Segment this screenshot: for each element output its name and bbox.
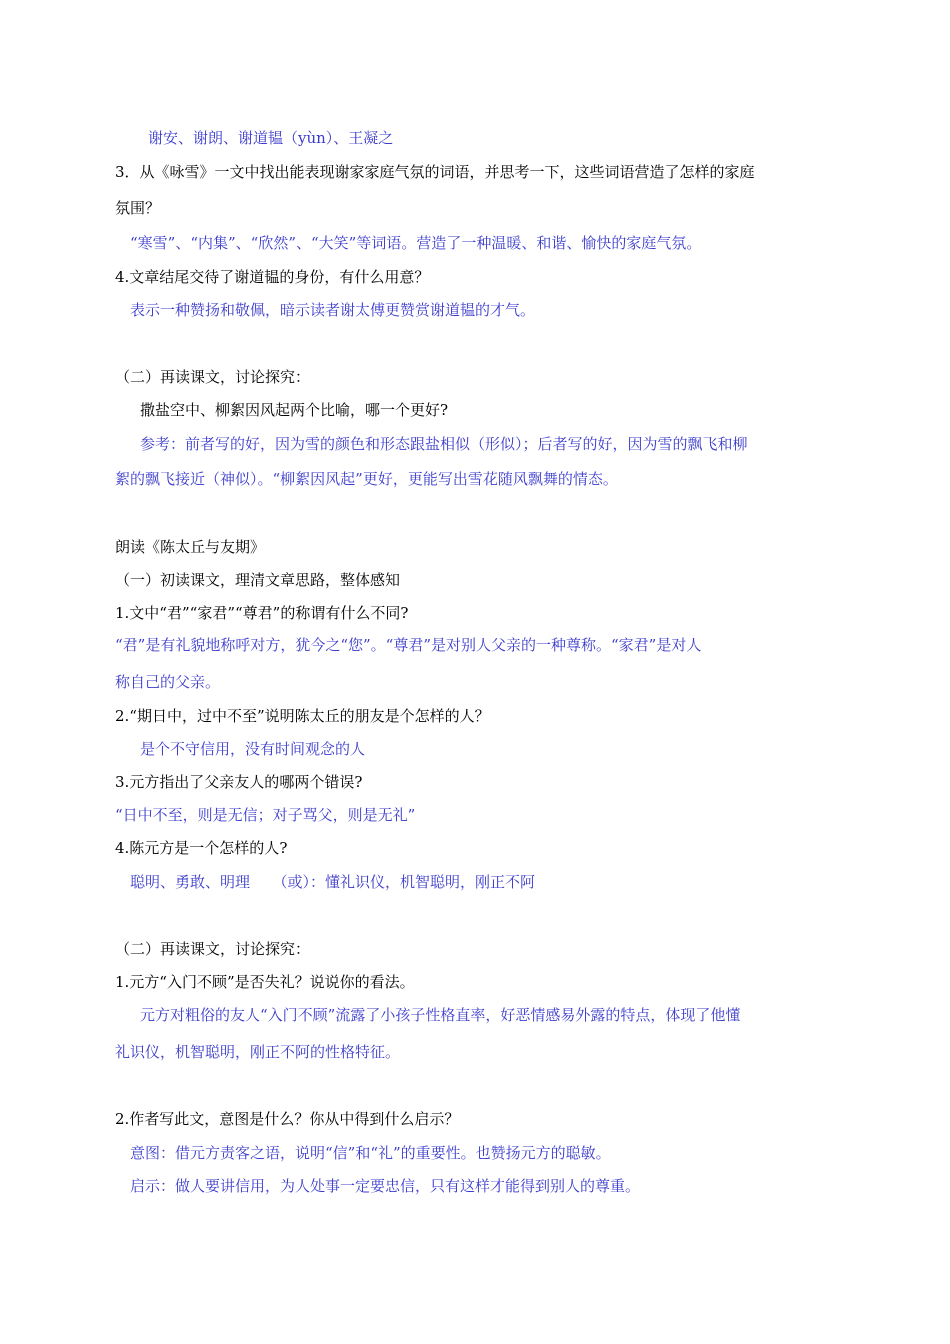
section-heading-reread: （二）再读课文，讨论探究：	[115, 368, 311, 386]
answer-4-text: 表示一种赞扬和敬佩，暗示读者谢太傅更赞赏谢道韫的才气。	[130, 301, 536, 319]
answer-metaphor-text-cont: 絮的飘飞接近（神似）。“柳絮因风起”更好，更能写出雪花随风飘舞的情态。	[115, 470, 618, 488]
section-title-chen-taiqiu: 朗读《陈太丘与友期》	[115, 538, 266, 556]
answer-text-names: 谢安、谢朗、谢道韫（yùn）、王凝之	[148, 129, 394, 147]
question-1-text: 1.文中“君”“家君”“尊君”的称谓有什么不同?	[115, 604, 409, 622]
question-1c-text: 1.元方“入门不顾”是否失礼？说说你的看法。	[115, 973, 415, 991]
question-3-text: 3．从《咏雪》一文中找出能表现谢家家庭气氛的词语，并思考一下，这些词语营造了怎样的家庭	[115, 163, 755, 181]
question-2-text: 2.“期日中，过中不至”说明陈太丘的朋友是个怎样的人？	[115, 707, 490, 725]
question-4b-text: 4.陈元方是一个怎样的人?	[115, 839, 288, 857]
answer-4b-text: 聪明、勇敢、明理 （或）：懂礼识仪，机智聪明，刚正不阿	[130, 873, 536, 891]
answer-3-text: “寒雪”、“内集”、“欣然”、“大笑”等词语。营造了一种温暖、和谐、愉快的家庭气氛。	[130, 234, 702, 252]
question-2c-text: 2.作者写此文，意图是什么？你从中得到什么启示？	[115, 1110, 460, 1128]
answer-1-text: “君”是有礼貌地称呼对方，犹今之“您”。“尊君”是对别人父亲的一种尊称。“家君”是对人	[115, 636, 702, 654]
answer-intent-text: 意图：借元方责客之语，说明“信”和“礼”的重要性。也赞扬元方的聪敏。	[130, 1144, 611, 1162]
answer-1-text-cont: 称自己的父亲。	[115, 673, 221, 691]
question-metaphor-text: 撒盐空中、柳絮因风起两个比喻，哪一个更好?	[140, 401, 449, 419]
answer-inspiration-text: 启示：做人要讲信用，为人处事一定要忠信，只有这样才能得到别人的尊重。	[130, 1177, 641, 1195]
section-heading-reread-2: （二）再读课文，讨论探究：	[115, 940, 311, 958]
answer-1c-text-cont: 礼识仪，机智聪明，刚正不阿的性格特征。	[115, 1043, 401, 1061]
question-3-text-cont: 氛围？	[115, 199, 161, 217]
section-heading-first-read: （一）初读课文，理清文章思路，整体感知	[115, 571, 401, 589]
answer-3b-text: “日中不至，则是无信；对子骂父，则是无礼”	[115, 806, 416, 824]
question-3b-text: 3.元方指出了父亲友人的哪两个错误?	[115, 773, 363, 791]
answer-1c-text: 元方对粗俗的友人“入门不顾”流露了小孩子性格直率，好恶情感易外露的特点，体现了他懂	[140, 1006, 741, 1024]
answer-2-text: 是个不守信用，没有时间观念的人	[140, 740, 366, 758]
question-4-text: 4.文章结尾交待了谢道韫的身份，有什么用意？	[115, 268, 430, 286]
answer-metaphor-text: 参考：前者写的好，因为雪的颜色和形态跟盐相似（形似）；后者写的好，因为雪的飘飞和柳	[140, 435, 748, 453]
